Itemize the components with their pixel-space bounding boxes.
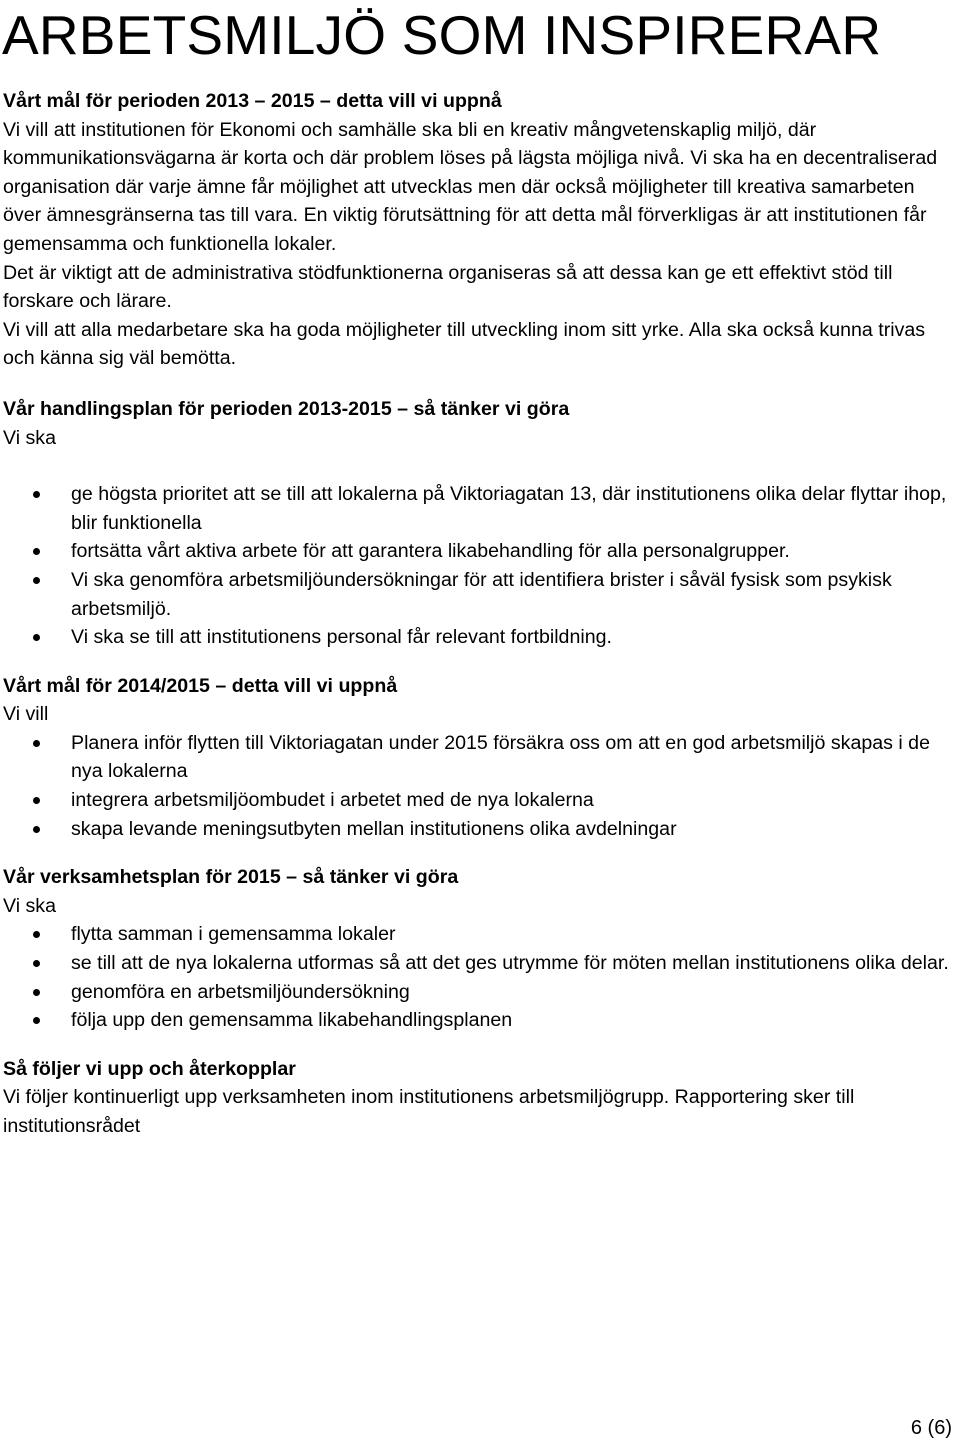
section-heading: Vår handlingsplan för perioden 2013-2015 – så tänker vi göra	[3, 397, 570, 420]
list-item: ge högsta prioritet att se till att lokalerna på Viktoriagatan 13, där institutionens olika delar flyttar ihop, blir funktionella	[3, 480, 953, 537]
section-heading: Så följer vi upp och återkopplar	[3, 1057, 296, 1080]
section-intro: Vi ska	[3, 894, 57, 917]
list-item: fortsätta vårt aktiva arbete för att garantera likabehandling för alla personalgrupper.	[3, 537, 953, 566]
section-action-plan-2013-2015	[3, 395, 953, 652]
section-intro: Vi ska	[3, 426, 57, 449]
body-paragraph: Vi följer kontinuerligt upp verksamheten inom institutionens arbetsmiljögrupp. Rapportering sker till institutionsrådet	[3, 1086, 855, 1137]
list-item: Vi ska genomföra arbetsmiljöundersökningar för att identifiera brister i såväl fysisk som psykisk arbetsmiljö.	[3, 566, 953, 623]
list-item: följa upp den gemensamma likabehandlingsplanen	[3, 1006, 953, 1035]
body-paragraph: Vi vill att institutionen för Ekonomi och samhälle ska bli en kreativ mångvetenskaplig miljö, där kommunikationsvägarna är korta och där problem löses på lägsta möjliga nivå. Vi ska ha en decentraliserad organisation där varje ämne får möjlighet att utvecklas men där också möjligheter till kreativa samarbeten över ämnesgränserna tas till vara. En viktig förutsättning för att detta mål förverkligas är att institutionen får gemensamma och funktionella lokaler.	[3, 118, 938, 255]
list-item: skapa levande meningsutbyten mellan institutionens olika avdelningar	[3, 815, 953, 844]
document-body	[3, 87, 953, 1141]
section-heading: Vårt mål för perioden 2013 – 2015 – detta vill vi uppnå	[3, 90, 502, 112]
section-operations-plan-2015	[3, 863, 953, 1035]
body-paragraph: Det är viktigt att de administrativa stödfunktionerna organiseras så att dessa kan ge ett effektivt stöd till forskare och lärare.	[3, 261, 893, 313]
section-intro: Vi vill	[3, 703, 49, 726]
bullet-list	[3, 480, 953, 652]
list-item: Vi ska se till att institutionens personal får relevant fortbildning.	[3, 623, 953, 652]
section-heading: Vårt mål för 2014/2015 – detta vill vi uppnå	[3, 674, 398, 697]
list-item: se till att de nya lokalerna utformas så att det ges utrymme för möten mellan institutionens olika delar.	[3, 949, 953, 978]
list-item: Planera inför flytten till Viktoriagatan under 2015 försäkra oss om att en god arbetsmiljö skapas i de nya lokalerna	[3, 729, 953, 786]
section-follow-up	[3, 1055, 953, 1141]
bullet-list	[3, 729, 953, 843]
body-paragraph: Vi vill att alla medarbetare ska ha goda möjligheter till utveckling inom sitt yrke. Alla ska också kunna trivas och känna sig väl bemötta.	[3, 318, 926, 370]
section-goal-2013-2015	[3, 87, 953, 373]
section-goal-2014-2015	[3, 672, 953, 844]
page-title: ARBETSMILJÖ SOM INSPIRERAR	[2, 4, 882, 66]
list-item: genomföra en arbetsmiljöundersökning	[3, 978, 953, 1007]
list-item: integrera arbetsmiljöombudet i arbetet med de nya lokalerna	[3, 786, 953, 815]
section-heading: Vår verksamhetsplan för 2015 – så tänker vi göra	[3, 866, 459, 889]
page-number: 6 (6)	[910, 1417, 952, 1439]
bullet-list	[3, 920, 953, 1034]
list-item: flytta samman i gemensamma lokaler	[3, 920, 953, 949]
